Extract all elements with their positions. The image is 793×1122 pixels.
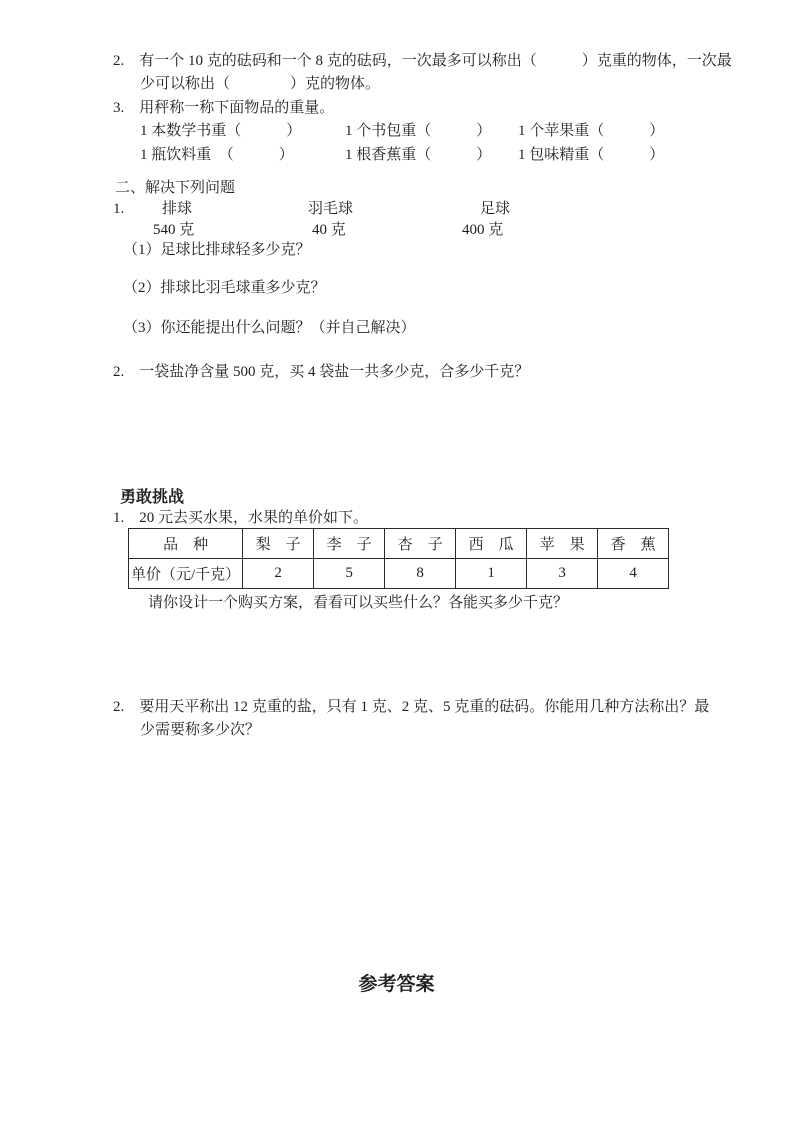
price-cell-apricot: 8 <box>385 559 456 589</box>
salt-question: 2. 一袋盐净含量 500 克，买 4 袋盐一共多少克，合多少千克？ <box>113 364 530 380</box>
challenge-question-2-line-1: 2. 要用天平称出 12 克重的盐，只有 1 克、2 克、5 克重的砝码。你能用几种方法称出？最 <box>113 699 710 715</box>
sub-question-1: （1）足球比排球轻多少克？ <box>123 242 311 258</box>
section-2-heading: 二、解决下列问题 <box>115 180 236 196</box>
header-cell-banana: 香 蕉 <box>598 529 669 559</box>
price-cell-apple: 3 <box>527 559 598 589</box>
football-weight: 400 克 <box>462 222 504 238</box>
header-cell-apple: 苹 果 <box>527 529 598 559</box>
weigh-item-banana: 1 根香蕉重（ ） <box>345 147 492 163</box>
weigh-item-msg: 1 包味精重（ ） <box>518 147 665 163</box>
question-2-line-2: 少可以称出（ ）克的物体。 <box>140 76 381 92</box>
sub-question-2: （2）排球比羽毛球重多少克？ <box>123 280 326 296</box>
badminton-label: 羽毛球 <box>308 201 354 217</box>
question-2-line-1: 2. 有一个 10 克的砝码和一个 8 克的砝码，一次最多可以称出（ ）克重的物体，一次最 <box>113 53 732 69</box>
table-price-row <box>129 559 669 589</box>
weigh-item-math-book: 1 本数学书重（ ） <box>140 123 302 139</box>
question-3: 3. 用秤称一称下面物品的重量。 <box>113 100 335 116</box>
price-cell-watermelon: 1 <box>456 559 527 589</box>
volleyball-label: 排球 <box>162 201 193 217</box>
header-cell-plum: 李 子 <box>314 529 385 559</box>
header-cell-apricot: 杏 子 <box>385 529 456 559</box>
price-cell-plum: 5 <box>314 559 385 589</box>
header-cell-watermelon: 西 瓜 <box>456 529 527 559</box>
weigh-item-schoolbag: 1 个书包重（ ） <box>345 123 492 139</box>
price-row-label: 单价（元/千克） <box>129 559 243 589</box>
fruit-price-table <box>128 528 669 589</box>
weigh-item-apple: 1 个苹果重（ ） <box>518 123 665 139</box>
volleyball-weight: 540 克 <box>153 222 195 238</box>
answers-heading: 参考答案 <box>358 974 435 995</box>
header-cell-pear: 梨 子 <box>243 529 314 559</box>
price-cell-pear: 2 <box>243 559 314 589</box>
challenge-question-2-line-2: 少需要称多少次？ <box>140 722 261 738</box>
weigh-item-drink: 1 瓶饮料重 （ ） <box>140 147 294 163</box>
price-cell-banana: 4 <box>598 559 669 589</box>
purchase-plan-note: 请你设计一个购买方案，看看可以买些什么？各能买多少千克？ <box>148 595 569 611</box>
badminton-weight: 40 克 <box>312 222 346 238</box>
challenge-question-1: 1. 20 元去买水果，水果的单价如下。 <box>113 510 369 526</box>
challenge-heading: 勇敢挑战 <box>120 489 185 506</box>
problem-1-number: 1. <box>113 201 125 217</box>
table-header-row <box>129 529 669 559</box>
header-cell-category: 品 种 <box>129 529 243 559</box>
sub-question-3: （3）你还能提出什么问题？（并自己解决） <box>123 320 416 336</box>
football-label: 足球 <box>480 201 511 217</box>
